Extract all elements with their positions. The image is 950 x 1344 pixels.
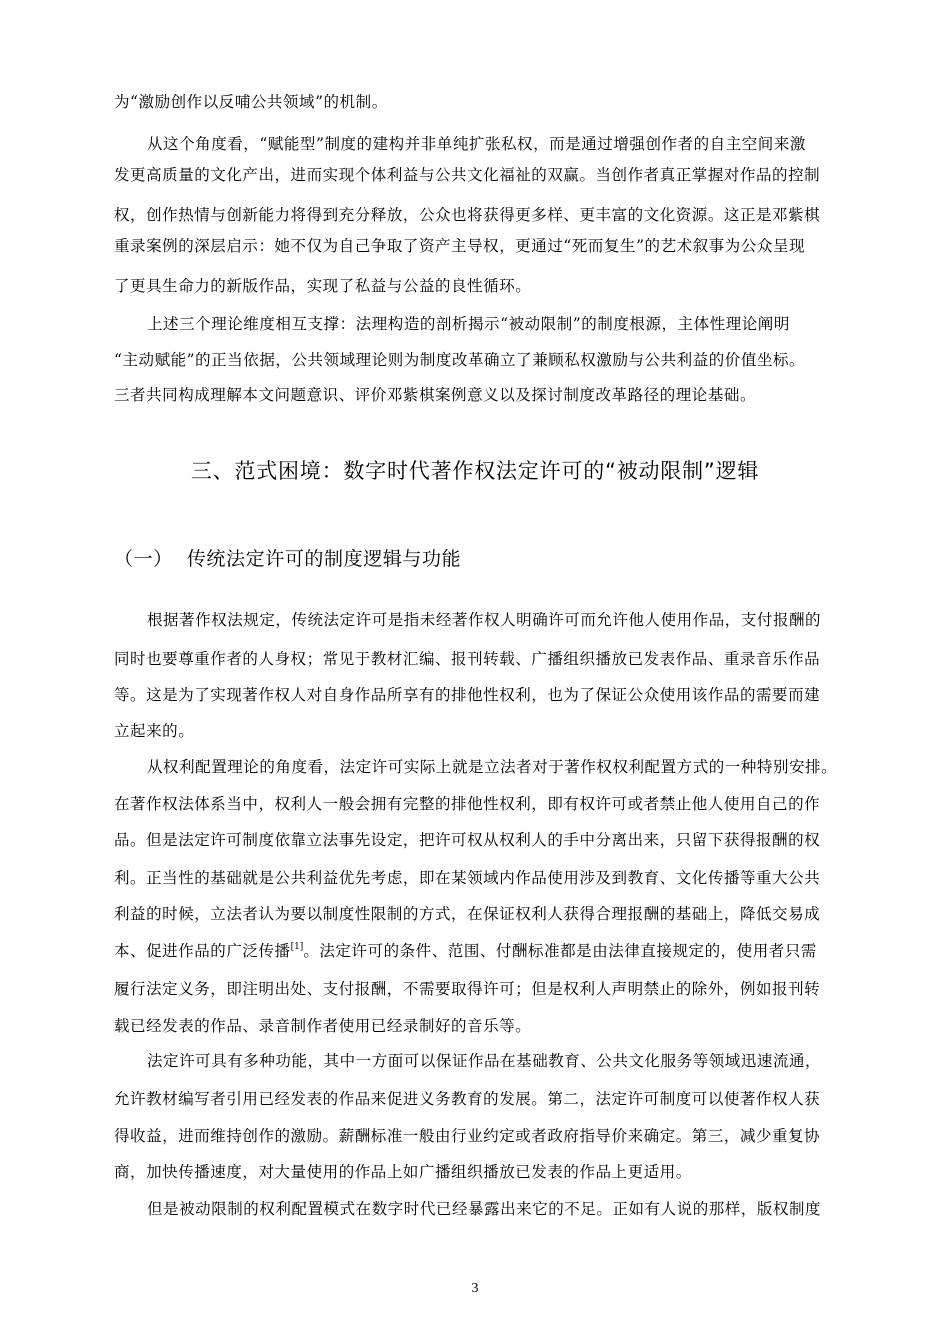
body-text-line: 三者共同构成理解本文问题意识、评价邓紫棋案例意义以及探讨制度改革路径的理论基础。: [114, 386, 757, 404]
body-text-line: 品。但是法定许可制度依靠立法事先设定，把许可权从权利人的手中分离出来，只留下获得报酬的权: [114, 831, 821, 849]
body-text-line: 同时也要尊重作者的人身权；常见于教材汇编、报刊转载、广播组织播放已发表作品、重录音乐作品: [114, 650, 821, 668]
section-heading: 三、范式困境：数字时代著作权法定许可的“被动限制”逻辑: [190, 459, 760, 483]
body-text-line: 履行法定义务，即注明出处、支付报酬，不需要取得许可；但是权利人声明禁止的除外，例如报刊转: [114, 980, 821, 998]
body-text-line: 载已经发表的作品、录音制作者使用已经录制好的音乐等。: [114, 1017, 532, 1035]
subsection-title: 传统法定许可的制度逻辑与功能: [186, 548, 462, 570]
body-text-line: 从这个角度看，“赋能型”制度的建构并非单纯扩张私权，而是通过增强创作者的自主空间来激: [147, 135, 806, 153]
body-text-line: 了更具生命力的新版作品，实现了私益与公益的良性循环。: [114, 277, 532, 295]
body-text-line: “主动赋能”的正当依据，公共领域理论则为制度改革确立了兼顾私权激励与公共利益的价值坐标。: [114, 351, 806, 369]
body-text-line: 商，加快传播速度，对大量使用的作品上如广播组织播放已发表的作品上更适用。: [114, 1163, 692, 1181]
body-text-line: 利益的时候，立法者认为要以制度性限制的方式，在保证权利人获得合理报酬的基础上，降低交易成: [114, 905, 821, 923]
body-text-line: 根据著作权法规定，传统法定许可是指未经著作权人明确许可而允许他人使用作品，支付报酬的: [147, 611, 822, 629]
body-text-line: 在著作权法体系当中，权利人一般会拥有完整的排他性权利，即有权许可或者禁止他人使用自己的作: [114, 795, 821, 813]
body-text-line: 权，创作热情与创新能力将得到充分释放，公众也将获得更多样、更丰富的文化资源。这正是邓紫棋: [114, 206, 821, 224]
body-text-line: 重录案例的深层启示：她不仅为自己争取了资产主导权，更通过“死而复生”的艺术叙事为公众呈现: [114, 237, 806, 255]
body-text-line-with-citation: [114, 941, 817, 961]
body-text-line: 得收益，进而维持创作的激励。薪酬标准一般由行业约定或者政府指导价来确定。第三，减少重复协: [114, 1127, 821, 1145]
body-text-line: 法定许可具有多种功能，其中一方面可以保证作品在基础教育、公共文化服务等领域迅速流通，: [147, 1052, 822, 1070]
body-text-line: 发更高质量的文化产出，进而实现个体利益与公共文化福祉的双赢。当创作者真正掌握对作品的控制: [114, 166, 821, 184]
body-text-line: 等。这是为了实现著作权人对自身作品所享有的排他性权利，也为了保证公众使用该作品的需要而建: [114, 686, 821, 704]
page-number: 3: [471, 1281, 479, 1296]
body-text-line: 立起来的。: [114, 722, 195, 740]
body-text-line: 从权利配置理论的角度看，法定许可实际上就是立法者对于著作权权利配置方式的一种特别安排。: [147, 758, 838, 776]
subsection-number: （一）: [114, 548, 173, 570]
body-text-line: 为“激励创作以反哺公共领域”的机制。: [114, 93, 388, 111]
citation-reference: [1]: [290, 942, 304, 952]
body-text-segment: 。法定许可的条件、范围、付酬标准都是由法律直接规定的，使用者只需: [303, 942, 817, 960]
body-text-line: 利。正当性的基础就是公共利益优先考虑，即在某领域内作品使用涉及到教育、文化传播等重大公共: [114, 869, 821, 887]
body-text-line: 上述三个理论维度相互支撑：法理构造的剖析揭示“被动限制”的制度根源，主体性理论阐明: [147, 315, 790, 333]
body-text-line: 但是被动限制的权利配置模式在数字时代已经暴露出来它的不足。正如有人说的那样，版权制度: [147, 1200, 822, 1218]
body-text-line: 允许教材编写者引用已经发表的作品来促进义务教育的发展。第二，法定许可制度可以使著作权人获: [114, 1090, 821, 1108]
subsection-heading: [114, 546, 461, 572]
body-text-segment: 本、促进作品的广泛传播: [114, 942, 291, 960]
